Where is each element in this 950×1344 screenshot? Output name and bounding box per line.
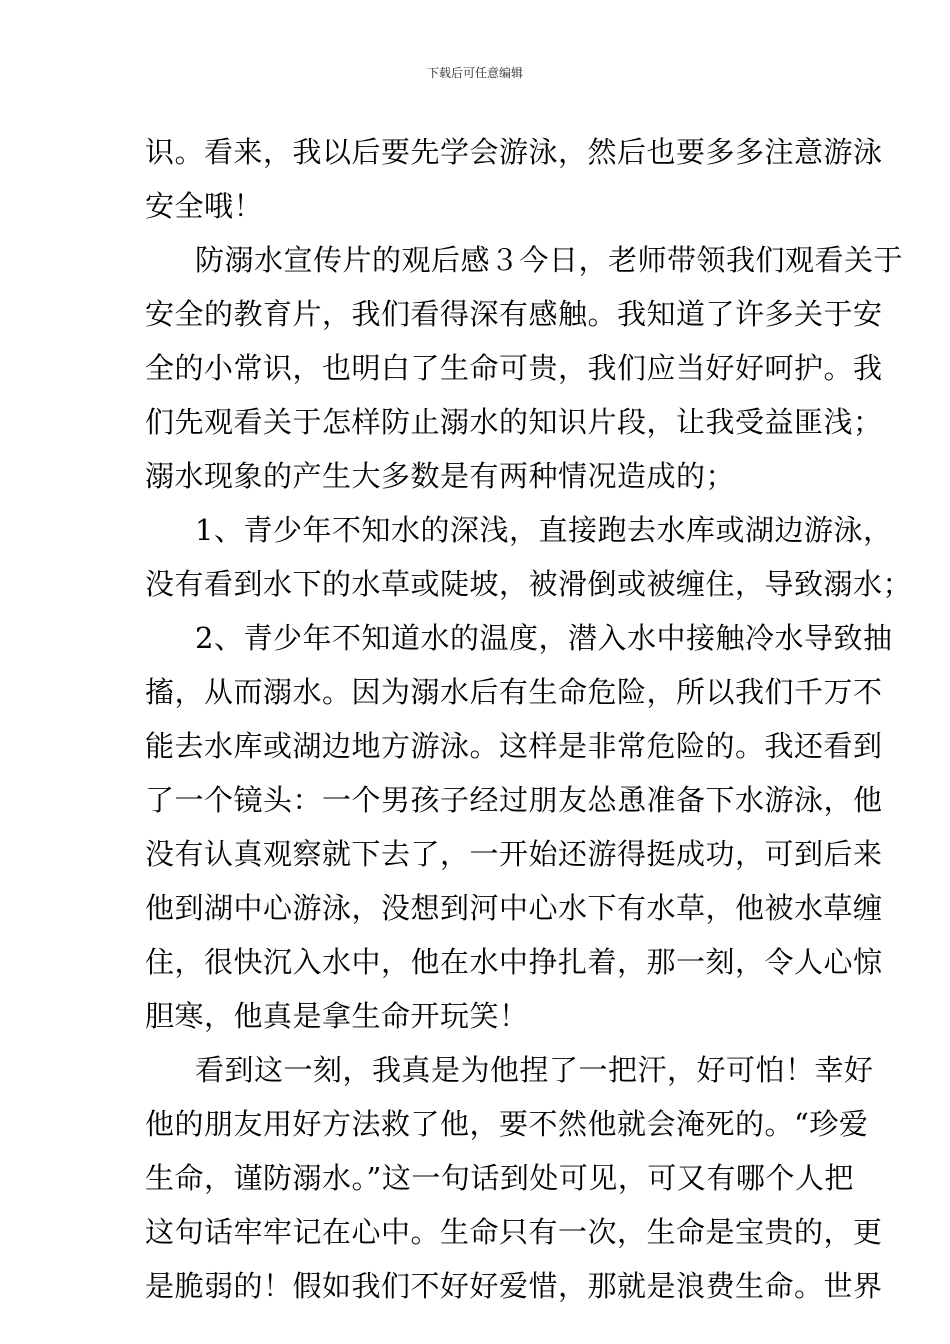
text-line: 住，很快沉入水中，他在水中挣扎着，那一刻，令人心惊 [145,945,883,979]
text-line: 搐，从而溺水。因为溺水后有生命危险，所以我们千万不 [145,675,883,709]
text-line: 他到湖中心游泳，没想到河中心水下有水草，他被水草缠 [145,891,883,925]
paragraph [145,611,893,1043]
text-line: 溺水现象的产生大多数是有两种情况造成的； [145,459,736,493]
text-line: 生命，谨防溺水。”这一句话到处可见，可又有哪个人把 [145,1161,854,1195]
text-line: 能去水库或湖边地方游泳。这样是非常危险的。我还看到 [145,729,883,763]
text-line: 防溺水宣传片的观后感３今日，老师带领我们观看关于 [195,243,904,277]
text-line: 胆寒，他真是拿生命开玩笑！ [145,999,529,1033]
text-line: 了一个镜头：一个男孩子经过朋友怂恿准备下水游泳，他 [145,783,883,817]
text-line: 识。看来，我以后要先学会游泳，然后也要多多注意游泳 [145,135,883,169]
page-header: 下载后可任意编辑 [426,66,523,80]
text-line: 1、青少年不知水的深浅，直接跑去水库或湖边游泳， [195,513,893,547]
paragraph [145,125,883,233]
paragraph [145,233,904,503]
text-line: 是脆弱的！假如我们不好好爱惜，那就是浪费生命。世界 [145,1269,883,1303]
text-line: 2、青少年不知道水的温度，潜入水中接触冷水导致抽 [195,621,893,655]
text-line: 没有看到水下的水草或陡坡，被滑倒或被缠住，导致溺水； [145,567,913,601]
paragraph [145,1043,883,1313]
text-line: 们先观看关于怎样防止溺水的知识片段，让我受益匪浅； [145,405,883,439]
text-line: 安全的教育片，我们看得深有感触。我知道了许多关于安 [145,297,883,331]
text-line: 看到这一刻，我真是为他捏了一把汗，好可怕！幸好 [195,1053,874,1087]
text-line: 安全哦！ [145,189,264,223]
text-line: 这句话牢牢记在心中。生命只有一次，生命是宝贵的，更 [145,1215,883,1249]
text-line: 全的小常识，也明白了生命可贵，我们应当好好呵护。我 [145,351,883,385]
paragraph [145,503,913,611]
text-line: 他的朋友用好方法救了他，要不然他就会淹死的。“珍爱 [145,1107,869,1141]
document-body [145,125,913,1313]
text-line: 没有认真观察就下去了，一开始还游得挺成功，可到后来 [145,837,883,871]
